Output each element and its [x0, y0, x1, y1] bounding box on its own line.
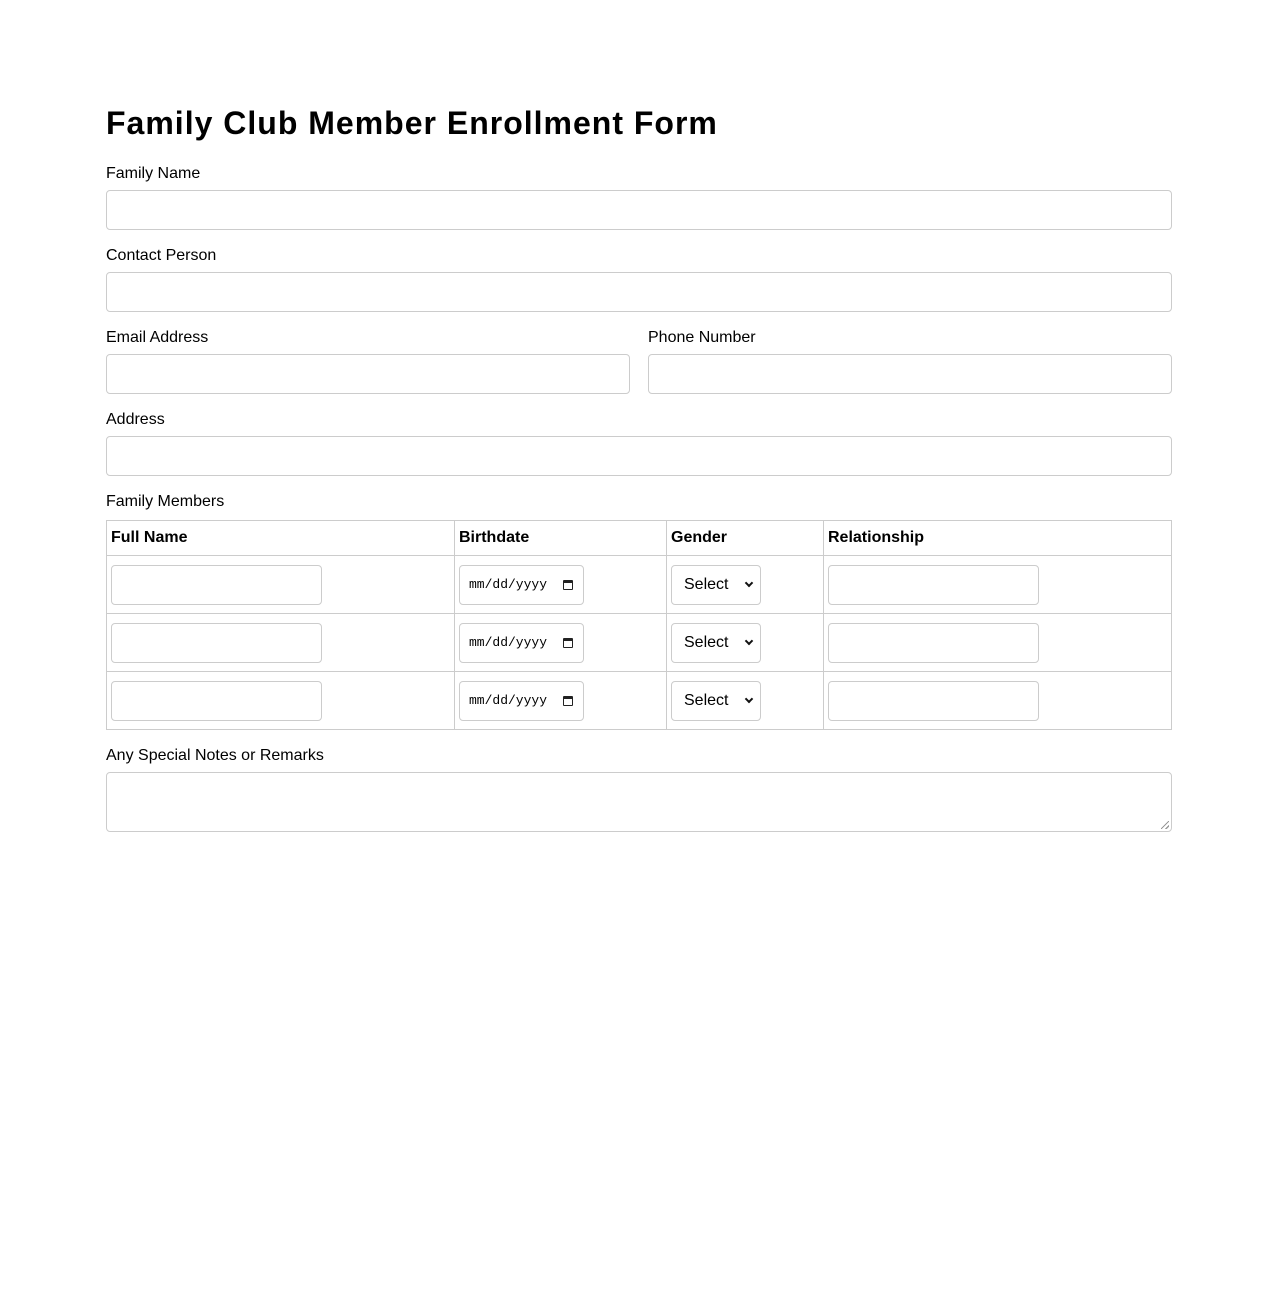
chevron-down-icon	[745, 636, 753, 644]
column-header-full-name: Full Name	[107, 521, 455, 556]
address-label: Address	[106, 411, 165, 428]
member-full-name-input[interactable]	[111, 565, 322, 605]
member-birthdate-input[interactable]	[459, 623, 584, 663]
member-full-name-input[interactable]	[111, 623, 322, 663]
notes-group	[106, 746, 1172, 832]
resize-grip-icon[interactable]	[1161, 821, 1169, 829]
contact-person-input[interactable]	[106, 272, 1172, 312]
member-relationship-input[interactable]	[828, 681, 1039, 721]
table-row	[107, 614, 1172, 672]
member-gender-select[interactable]	[671, 565, 761, 605]
address-group	[106, 410, 1172, 476]
chevron-down-icon	[745, 578, 753, 586]
calendar-icon[interactable]	[563, 638, 573, 648]
table-header-row	[107, 521, 1172, 556]
chevron-down-icon	[745, 694, 753, 702]
select-value: Select	[684, 691, 729, 709]
column-header-gender: Gender	[667, 521, 824, 556]
family-members-group	[106, 492, 224, 518]
family-name-input[interactable]	[106, 190, 1172, 230]
calendar-icon[interactable]	[563, 580, 573, 590]
family-name-label: Family Name	[106, 165, 201, 182]
select-value: Select	[684, 575, 729, 593]
member-relationship-input[interactable]	[828, 623, 1039, 663]
date-placeholder: mm/dd/yyyy	[469, 577, 548, 592]
family-members-label: Family Members	[106, 493, 225, 510]
phone-label: Phone Number	[648, 329, 756, 346]
member-full-name-input[interactable]	[111, 681, 322, 721]
email-input[interactable]	[106, 354, 630, 394]
table-row	[107, 556, 1172, 614]
family-name-group	[106, 164, 1172, 230]
email-label: Email Address	[106, 329, 209, 346]
page-title: Family Club Member Enrollment Form	[106, 105, 718, 141]
column-header-birthdate: Birthdate	[455, 521, 667, 556]
member-birthdate-input[interactable]	[459, 681, 584, 721]
address-input[interactable]	[106, 436, 1172, 476]
email-group	[106, 328, 630, 394]
phone-input[interactable]	[648, 354, 1172, 394]
select-value: Select	[684, 633, 729, 651]
notes-textarea[interactable]	[106, 772, 1172, 832]
contact-person-group	[106, 246, 1172, 312]
notes-label: Any Special Notes or Remarks	[106, 747, 324, 764]
member-gender-select[interactable]	[671, 623, 761, 663]
table-row	[107, 672, 1172, 730]
member-birthdate-input[interactable]	[459, 565, 584, 605]
contact-person-label: Contact Person	[106, 247, 217, 264]
column-header-relationship: Relationship	[824, 521, 1172, 556]
date-placeholder: mm/dd/yyyy	[469, 693, 548, 708]
member-gender-select[interactable]	[671, 681, 761, 721]
phone-group	[648, 328, 1172, 394]
date-placeholder: mm/dd/yyyy	[469, 635, 548, 650]
calendar-icon[interactable]	[563, 696, 573, 706]
member-relationship-input[interactable]	[828, 565, 1039, 605]
family-members-table	[106, 520, 1172, 730]
